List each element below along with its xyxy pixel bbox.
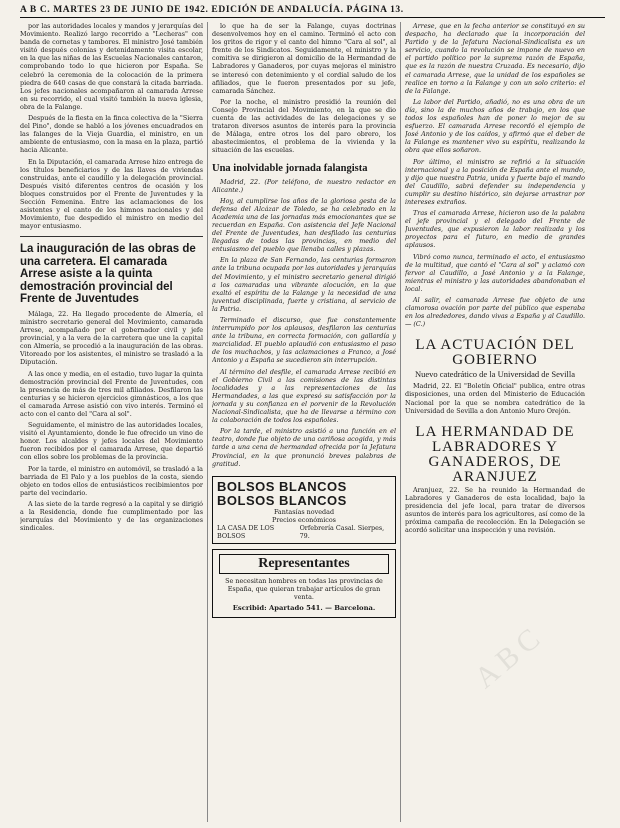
watermark: ABC [468, 618, 551, 695]
article-paragraph: En la plaza de San Fernando, las centurias formaron ante la tribuna ocupada por las autoridades y jerarquías del Movimiento, y el ministro secretario general dirigió a los camaradas una vibrante alocución, en la que exaltó el espíritu de la Falange y la necesidad de una juventud disciplinada, fuerte y cristiana, al servicio de la Patria. [212, 256, 396, 313]
page-header: A B C. MARTES 23 DE JUNIO DE 1942. EDICIÓN DE ANDALUCÍA. PÁGINA 13. [20, 5, 605, 18]
column-3 [405, 22, 585, 822]
ad-title: BOLSOS BLANCOS [217, 478, 347, 494]
article-paragraph: por las autoridades locales y mandos y jerarquías del Movimiento. Realizó largo recorrido a "Lecheras" con banda de cornetas y tambores. El ministro José también visitó después colonias y detenidamente visita escolar, en la que las niñas de las Escuelas Nacionales cantaron, comprobando todo lo que hicieron por España. Se celebró la ceremonia de la colocación de la primera piedra de 640 casas de que constará la citada barriada. Los jefes nacionales acompañaron al camarada Arrese en su recorrido, el cual visitó también la nueva iglesia, obra de la Falange. [20, 22, 203, 111]
column-rule [400, 22, 401, 822]
column-rule [207, 22, 208, 822]
article-paragraph: Después de la fiesta en la finca colectiva de la "Sierra del Pino", donde se habló a los jóvenes encuadrados en las falanges de la Vieja Guardia, el ministro, en un ambiente de entusiasmo, con la masa en la plaza, partió hacia Alicante. [20, 114, 203, 155]
ad-address: Escribid: Apartado 541. — Barcelona. [232, 603, 376, 612]
article-paragraph: Al término del desfile, el camarada Arrese recibió en el Gobierno Civil a las comisiones de las distintas localidades y a las representaciones de las Hermandades, a las que expresó su satisfacción por la jornada y su confianza en el porvenir de la Revolución Nacional-Sindicalista, que ha de llevarse a término con la colaboración de todos los españoles. [212, 367, 396, 425]
article-dateline: Madrid, 22. (Por teléfono, de nuestro redactor en Alicante.) [212, 177, 396, 194]
article-headline: Una inolvidable jornada falangista [212, 162, 368, 174]
article-headline: LA HERMANDAD DE LABRADORES Y GANADEROS, DE ARANJUEZ [415, 423, 575, 485]
ad-text: Precios económicos [272, 515, 336, 524]
article-paragraph: Arrese, que en la fecha anterior se constituyó en su despacho, ha declarado que la incorporación del Partido y de la Jefatura Nacional-Sindicalista es un servicio, cuando la revolución se impone de nuevo en el partido político por la suprema razón de España, que es la razón de nuestra Cruzada. Es necesario, dijo el camarada Arrese, que la unidad de los españoles se realice en torno a la Falange y con un solo criterio: el de la Falange. [405, 22, 585, 95]
article-paragraph: Por último, el ministro se refirió a la situación internacional y a la posición de España ante el mundo, y dijo que nuestra Patria, unida y fuerte bajo el mando del Caudillo, sabrá defender su independencia y cumplir su destino histórico, sin dejarse arrastrar por intereses extraños. [405, 157, 585, 206]
advertisement-bolsos [212, 476, 396, 544]
advertisement-representantes [212, 549, 396, 618]
ad-address [217, 524, 391, 540]
article-paragraph: La labor del Partido, añadió, no es una obra de un día, sino la de muchos años de trabajo, en los que todos los españoles han de poner lo mejor de su esfuerzo. El camarada Arrese recordó el ejemplo de José Antonio y de los caídos, y afirmó que el deber de la Falange es mantener vivo su espíritu, realizando la obra que ellos soñaron. [405, 97, 585, 155]
column-2 [212, 22, 396, 822]
column-1 [20, 22, 203, 822]
divider [20, 236, 203, 237]
article-paragraph: En la Diputación, el camarada Arrese hizo entrega de los títulos beneficiarios y de las llaves de viviendas construidas, ante el caudillo y la delegación provincial. Después visitó diferentes centros de ocasión y los bloques construidos por el Frente de Juventudes y la Sección Femenina. Entre las aclamaciones de los asistentes y el canto de los himnos nacionales y del Movimiento, fue despedido el ministro en medio del mayor entusiasmo. [20, 157, 203, 231]
ad-text: Fantasías novedad [273, 507, 335, 516]
article-paragraph: Vibró como nunca, terminado el acto, el entusiasmo de la multitud, que cantó el "Cara al sol" y aclamó con fervor al Caudillo, a José Antonio y a la Falange, mientras el ministro y las autoridades abandonaban el local. [405, 252, 585, 293]
article-headline: La inauguración de las obras de una carretera. El camarada Arrese asiste a la quinta demostración provincial del Frente de Juventudes [20, 243, 196, 306]
article-paragraph: A las siete de la tarde regresó a la capital y se dirigió a la Residencia, donde fue cumplimentado por las jerarquías del Movimiento y de las organizaciones sindicales. [20, 499, 203, 533]
ad-title: Representantes [219, 554, 389, 574]
article-headline: LA ACTUACIÓN DEL GOBIERNO [415, 337, 575, 369]
article-subheadline: Nuevo catedrático de la Universidad de Sevilla [414, 369, 576, 380]
ad-text: Se necesitan hombres en todas las provincias de España, que quieran trabajar artículos de gran venta. [225, 576, 383, 601]
article-paragraph: Málaga, 22. Ha llegado procedente de Almería, el ministro secretario general del Movimiento, camarada Arrese, acompañado por el gobernador civil y jefe provincial, y a la vera de la carretera que une la capital con Almería, se procedió a la inauguración de las obras. Vitoreado por los asistentes, el ministro se trasladó a la Diputación. [20, 309, 203, 367]
article-paragraph: Al salir, el camarada Arrese fue objeto de una clamorosa ovación por parte del público que esperaba en los alrededores, dando vivas a España y al Caudillo. — (C.) [405, 296, 585, 329]
ad-shop-address: Orfebrería Casal. Sierpes, 79. [299, 523, 385, 540]
article-paragraph: lo que ha de ser la Falange, cuyas doctrinas desenvolvemos hoy en el camino. Terminó el acto con los gritos de rigor y el canto del himno "Cara al sol", al frente de los Sindicatos. Seguidamente, el ministro y la comitiva se dirigieron al domicilio de la Hermandad de Labradores y Ganaderos, por cuyas mejoras el ministro se interesó con detenimiento y el cordial saludo de los afiliados, que le fueron presentados por su jefe, camarada Sánchez. [212, 22, 396, 95]
article-paragraph: Aranjuez, 22. Se ha reunido la Hermandad de Labradores y Ganaderos de esta localidad, bajo la presidencia del jefe local, para tratar de diversos asuntos de interés para los agricultores, así como de la próxima campaña de recolección. En la Delegación se acordó solicitar una inspección y una revisión. [405, 485, 585, 535]
article-paragraph: Por la tarde, el ministro asistió a una función en el teatro, donde fue objeto de una cariñosa acogida, y más tarde a una cena de hermandad ofrecida por la Jefatura Provincial, en la que pronunció breves palabras de gratitud. [212, 427, 396, 468]
ad-shop-name: LA CASA DE LOS BOLSOS [217, 523, 275, 540]
article-paragraph: Madrid, 22. El "Boletín Oficial" publica, entre otras disposiciones, una orden del Ministerio de Educación Nacional por la que se nombra catedrático de la Universidad de Sevilla a don Antonio Muro Orejón. [405, 382, 585, 415]
article-paragraph: Por la tarde, el ministro en automóvil, se trasladó a la barriada de El Palo y a los pueblos de la costa, siendo objeto en todos ellos de entusiásticos recibimientos por parte del vecindario. [20, 464, 203, 497]
article-paragraph: Seguidamente, el ministro de las autoridades locales, visitó el Ayuntamiento, donde le fue ofrecido un vino de honor. Los alcaldes y jefes locales del Movimiento fueron recibidos por el camarada Arrese, que departió con ellos sobre los problemas de la provincia. [20, 421, 203, 462]
article-paragraph: Tras el camarada Arrese, hicieron uso de la palabra el jefe provincial y el delegado del Frente de Juventudes, que expusieron la labor realizada y los proyectos para el futuro, en medio de grandes aplausos. [405, 209, 585, 250]
ad-title: BOLSOS BLANCOS [217, 492, 347, 508]
article-paragraph: Terminado el discurso, que fue constantemente interrumpido por los aplausos, desfilaron las centurias ante la tribuna, en correcta formación, con gallardía y marcialidad. El pueblo aplaudió con entusiasmo el paso de los muchachos, y las aclamaciones a Franco, a José Antonio y a España se sucedieron sin interrupción. [212, 316, 396, 365]
article-paragraph: Por la noche, el ministro presidió la reunión del Consejo Provincial del Movimiento, en la que se dio cuenta de las actividades de las delegaciones y se trataron diversos asuntos de interés para la provincia de Málaga, entre otros los del paro obrero, los abastecimientos, el problema de la vivienda y la situación de las escuelas. [212, 97, 396, 155]
article-paragraph: A las once y media, en el estadio, tuvo lugar la quinta demostración provincial del Frente de Juventudes, con la presencia de más de tres mil afiliados. Desfilaron las centurias y se hicieron ejercicios gimnásticos, a los que el camarada Arrese asistió con vivo interés. Terminó el acto con el canto del "Cara al sol". [20, 369, 203, 418]
article-paragraph: Hoy, al cumplirse los años de la gloriosa gesta de la defensa del Alcázar de Toledo, se ha celebrado en la Academia una de las jornadas más emocionantes que se recuerdan en España. Con asistencia del Jefe Nacional del Frente de Juventudes, han desfilado las centurias llegadas de todas las provincias, en medio del entusiasmo del pueblo que llenaba calles y plazas. [212, 196, 396, 254]
